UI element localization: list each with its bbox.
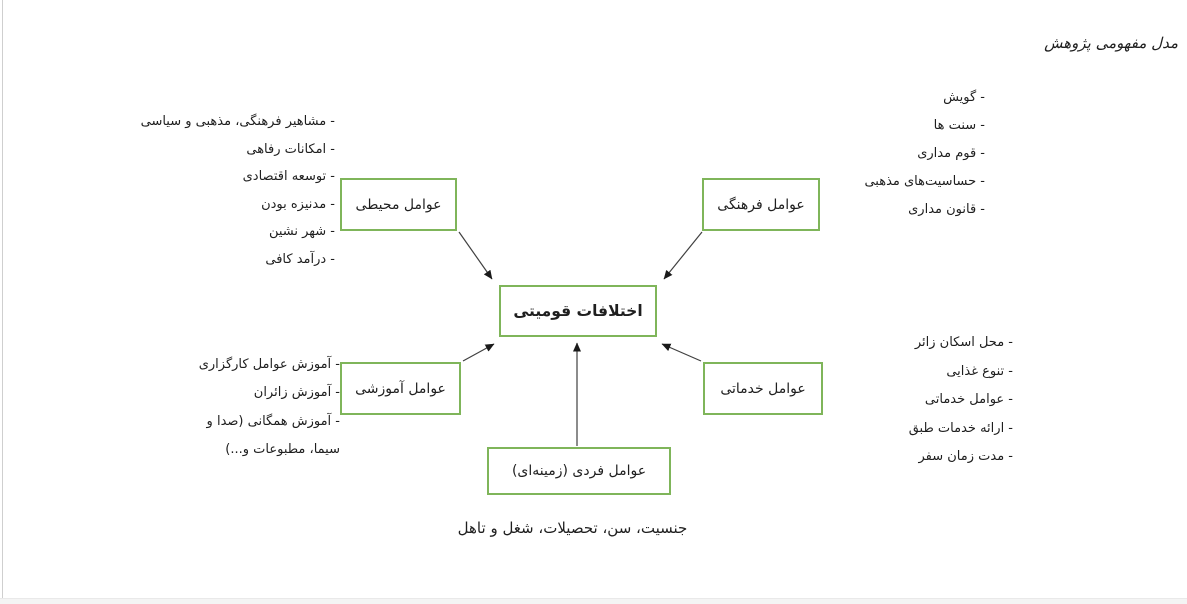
node-cultural-factors [702,178,820,231]
factor-list-service [909,329,1013,472]
list-item: - عوامل خدماتی [924,392,1013,407]
factor-list-environmental [141,108,335,273]
arrow-educational-to-center [463,344,494,361]
list-item: - سنت ها [933,118,985,133]
list-item: - تنوع غذایی [946,363,1013,379]
node-ethnic-differences [499,285,657,337]
factor-list-educational [199,351,340,464]
node-individual-factors [487,447,671,495]
list-item: - محل اسکان زائر [914,335,1013,350]
node-label: عوامل محیطی [355,196,442,213]
arrow-environmental-to-center [459,232,492,279]
node-label: عوامل آموزشی [355,380,446,397]
node-label: اختلافات قومیتی [513,302,643,320]
list-item: - آموزش عوامل کارگزاری [198,357,340,372]
node-environmental-factors [340,178,457,231]
page-bottom-edge [0,598,1187,604]
list-item: - مدنیزه بودن [261,196,335,212]
list-item: - امکانات رفاهی [246,141,335,157]
node-service-factors [703,362,823,415]
factor-list-cultural [864,84,985,224]
list-item: - ارائه خدمات طبق [908,420,1013,436]
list-item: - درآمد کافی [265,251,335,267]
list-item: - شهر نشین [268,224,335,239]
list-item: - آموزش زائران [253,385,340,401]
node-label: عوامل فرهنگی [717,196,805,213]
individual-factors-caption: جنسیت، سن، تحصیلات، شغل و تاهل [457,519,688,537]
list-item: - مدت زمان سفر [918,449,1013,464]
list-item: - توسعه اقتصادی [242,169,335,184]
list-item: - قوم مداری [917,146,985,161]
list-item: - گویش [943,90,985,105]
diagram-title: مدل مفهومی پژوهش [1044,34,1178,52]
list-item: - حساسیت‌های مذهبی [864,174,985,189]
page-left-edge [2,0,3,604]
node-label: عوامل خدماتی [720,380,806,397]
list-item: سیما، مطبوعات و...) [225,441,340,457]
list-item: - مشاهیر فرهنگی، مذهبی و سیاسی [140,114,335,129]
list-item: - آموزش همگانی (صدا و [206,413,340,429]
node-label: عوامل فردی (زمینه‌ای) [511,463,647,479]
arrow-service-to-center [662,344,701,361]
arrow-cultural-to-center [664,232,702,279]
list-item: - قانون مداری [908,202,985,217]
node-educational-factors [340,362,461,415]
